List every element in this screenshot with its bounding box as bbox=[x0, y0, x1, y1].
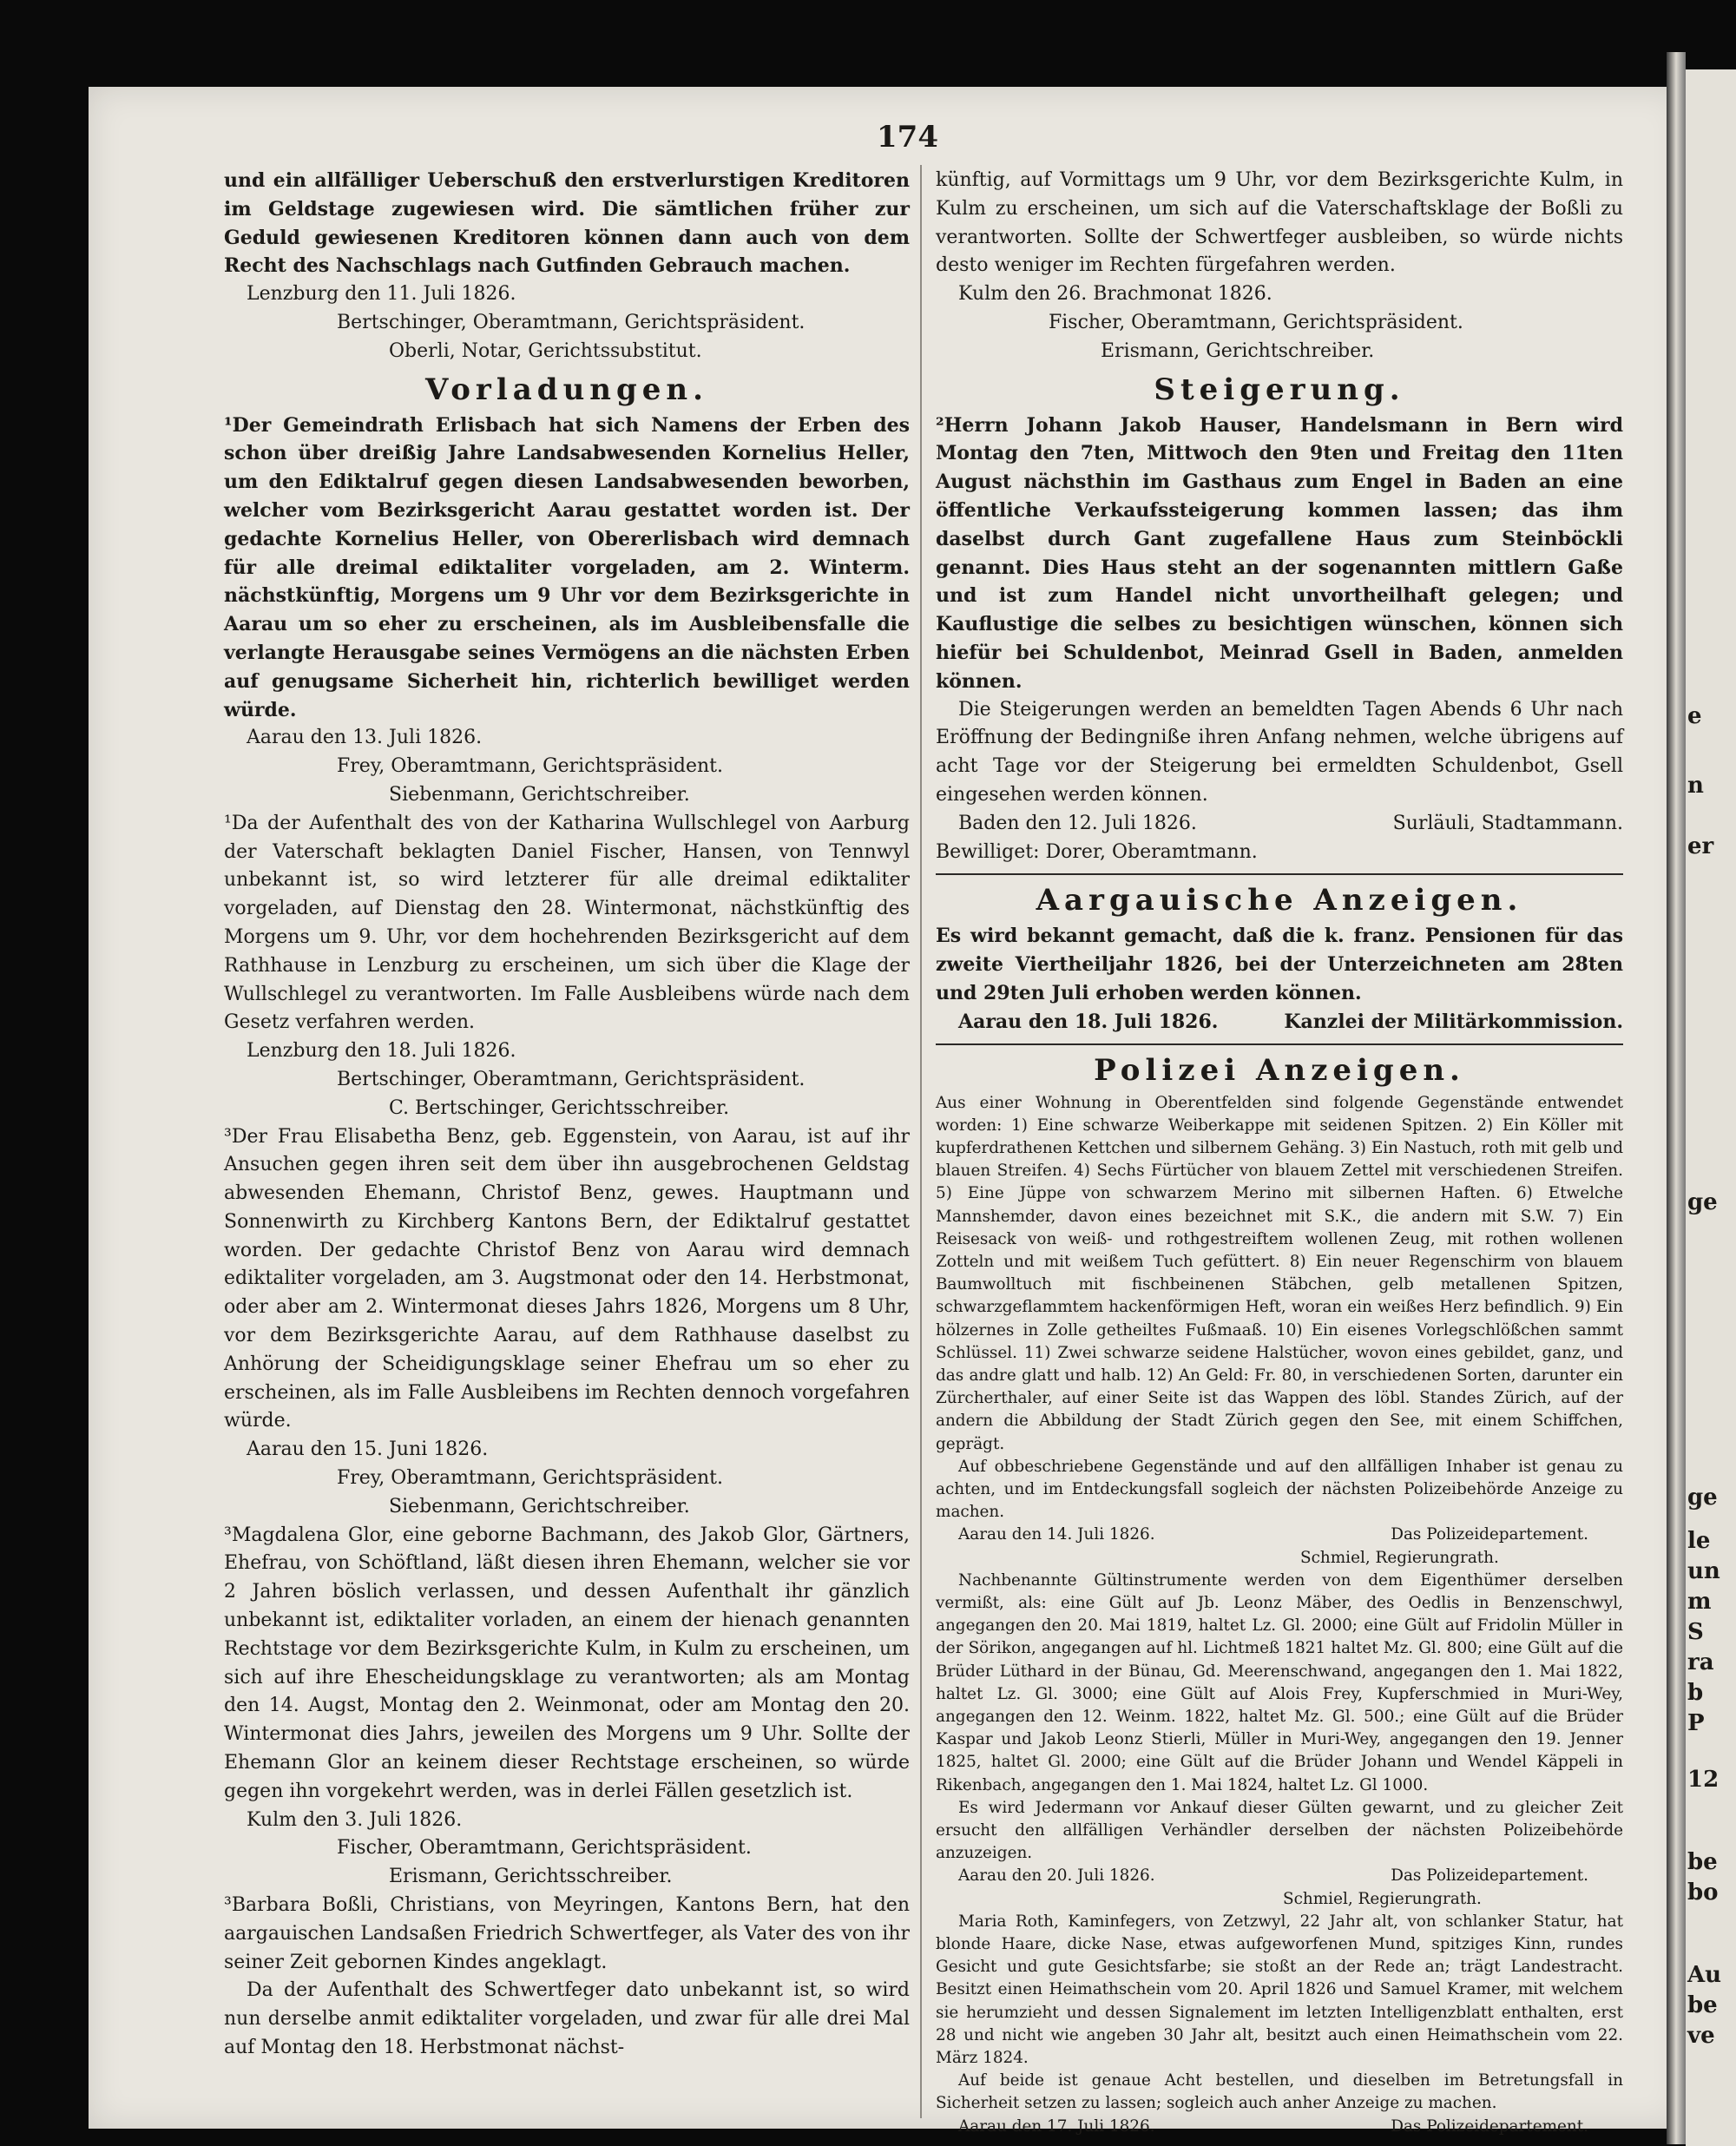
paragraph: Auf beide ist genaue Acht bestellen, und dieselben im Betretungsfall in Sicherheit setzen zu lassen; sogleich auch anher Anzeige zu machen. bbox=[936, 2071, 1623, 2113]
dateline: Aarau den 15. Juni 1826. bbox=[247, 1438, 489, 1461]
dateline: Aarau den 13. Juli 1826. bbox=[247, 727, 483, 749]
paragraph: und ein allfälliger Ueberschuß den erstverlurstigen Kreditoren im Geldstage zugewiesen wird. Die sämtlichen früher zur Geduld gewiesenen Kreditoren können dann auch von dem Recht des Nachschlags nach Gutfinden Gebrauch machen. bbox=[224, 169, 910, 278]
signature: Frey, Oberamtmann, Gerichtspräsident. bbox=[337, 1467, 723, 1490]
paragraph: ¹Der Gemeindrath Erlisbach hat sich Namens der Erben des schon über dreißig Jahre Landsabwesenden Kornelius Heller, um den Ediktalruf gegen diesen Landsabwesenden beworben, welcher vom Bezirksgericht Aarau gestattet worden ist. Der gedachte Kornelius Heller, von Obererlisbach wird demnach für alle dreimal ediktaliter vorgeladen, am 2. Winterm. nächstkünftig, Morgens um 9 Uhr vor dem Bezirksgerichte in Aarau um so eher zu erscheinen, als im Ausbleibensfalle die verlangte Herausgabe seines Vermögens an die nächsten Erben auf genugsame Sicherheit hin, richterlich bewilliget werden würde. bbox=[224, 413, 910, 721]
strip-fragment: 12 bbox=[1687, 1767, 1720, 1793]
paragraph: Es wird bekannt gemacht, daß die k. franz. Pensionen für das zweite Viertheiljahr 1826, bei der Unterzeichneten am 28ten und 29ten Juli erhoben werden können. bbox=[936, 925, 1623, 1004]
section-rule bbox=[936, 1043, 1623, 1045]
signature: Bertschinger, Oberamtmann, Gerichtspräsident. bbox=[337, 1068, 806, 1090]
section-heading: Steigerung. bbox=[1154, 372, 1405, 407]
strip-fragment: be bbox=[1687, 1992, 1718, 2018]
dateline-row bbox=[936, 810, 1623, 839]
signature: Bertschinger, Oberamtmann, Gerichtspräsident. bbox=[337, 311, 806, 333]
strip-fragment: m bbox=[1687, 1589, 1712, 1615]
dateline: Kulm den 26. Brachmonat 1826. bbox=[958, 283, 1272, 306]
signature: Schmiel, Regierungrath. bbox=[1300, 1548, 1499, 1567]
dateline: Lenzburg den 11. Juli 1826. bbox=[247, 283, 516, 306]
strip-fragment: S bbox=[1687, 1619, 1704, 1645]
section-heading: Polizei Anzeigen. bbox=[1094, 1052, 1465, 1088]
approval-line: Bewilliget: Dorer, Oberamtmann. bbox=[936, 840, 1258, 863]
dateline-row bbox=[936, 1524, 1623, 1546]
signature: Erismann, Gerichtsschreiber. bbox=[389, 1866, 673, 1888]
strip-fragment: n bbox=[1687, 773, 1704, 799]
strip-fragment: ve bbox=[1687, 2023, 1715, 2049]
signature: Kanzlei der Militärkommission. bbox=[1284, 1010, 1623, 1033]
strip-fragment: Au bbox=[1687, 1962, 1722, 1988]
signature: Siebenmann, Gerichtschreiber. bbox=[389, 783, 690, 806]
page-number: 174 bbox=[877, 120, 938, 155]
section-heading: Vorladungen. bbox=[425, 372, 708, 407]
strip-fragment: e bbox=[1687, 703, 1702, 729]
strip-fragment: un bbox=[1687, 1558, 1720, 1584]
left-column bbox=[224, 167, 910, 2063]
dateline: Baden den 12. Juli 1826. bbox=[958, 812, 1197, 834]
dateline: Aarau den 18. Juli 1826. bbox=[958, 1010, 1219, 1033]
paragraph: Aus einer Wohnung in Oberentfelden sind folgende Gegenstände entwendet worden: 1) Eine schwarze Weiberkappe mit seidenen Spitzen. 2) Ein Köller mit kupferdrathenen Kettchen und silbernem Gehäng. 3) Ein Nastuch, roth mit gelb und blauen Streifen. 4) Sechs Fürtücher von blauem Zettel mit verschiedenen Streifen. 5) Eine Jüppe von schwarzem Merino mit silbernen Haften. 6) Etwelche Mannshemder, davon eines bezeichnet mit S.K., die andern mit S.W. 7) Ein Reisesack von weiß- und rothgestreiftem wollenen Zeug, mit rothen wollenen Zotteln und mit weißem Tuch gefüttert. 8) Ein neuer Regenschirm von blauem Baumwolltuch mit fischbeinenen Stäbchen, gelb metallenen Spitzen, schwarzgeflammtem hackenförmigen Heft, woran ein weißes Herz befindlich. 9) Ein hölzernes in Zolle getheiltes Fußmaaß. 10) Ein eisenes Vorlegschlößchen sammt Schlüssel. 11) Zwei schwarze seidene Halstücher, wovon eines gebildet, ganz, und das andre glatt und halb. 12) An Geld: Fr. 80, in verschiedenen Sorten, darunter ein Zürcherthaler, auf einer Seite ist das Wappen des löbl. Standes Zürich, auf der andern die Abbildung der Stadt Zürich gegen den See, mit einem Schiffchen, geprägt. bbox=[936, 1093, 1623, 1453]
dateline: Kulm den 3. Juli 1826. bbox=[247, 1808, 463, 1831]
signature: Fischer, Oberamtmann, Gerichtspräsident. bbox=[1049, 311, 1463, 333]
strip-fragment: er bbox=[1687, 833, 1714, 859]
section-heading: Aargauische Anzeigen. bbox=[1036, 883, 1523, 918]
strip-fragment: be bbox=[1687, 1849, 1718, 1875]
adjacent-page-strip bbox=[1686, 69, 1736, 2146]
paragraph: Auf obbeschriebene Gegenstände und auf den allfälligen Inhaber ist genau zu achten, und im Entdeckungsfall sogleich der nächsten Polizeibehörde Anzeige zu machen. bbox=[936, 1457, 1623, 1522]
paragraph: ³Der Frau Elisabetha Benz, geb. Eggenstein, von Aarau, ist auf ihr Ansuchen gegen ihren seit dem über ihn ausgebrochenen Geldstag abwesenden Ehemann, Christof Benz, gewes. Hauptmann und Sonnenwirth zu Kirchberg Kantons Bern, der Ediktalruf gestattet worden. Der gedachte Christof Benz von Aarau wird demnach ediktaliter vorgeladen, am 3. Augstmonat oder den 14. Herbstmonat, oder aber am 2. Wintermonat dieses Jahrs 1826, Morgens um 8 Uhr, vor dem Bezirksgerichte Aarau, auf dem Rathhause daselbst zu Anhörung der Scheidigungsklage seiner Ehefrau um so eher zu erscheinen, als im Falle Ausbleibens im Rechten dennoch vorgefahren würde. bbox=[224, 1125, 910, 1432]
signature: Das Polizeidepartement. bbox=[1391, 1866, 1588, 1886]
signature: Siebenmann, Gerichtschreiber. bbox=[389, 1495, 690, 1517]
dateline: Aarau den 14. Juli 1826. bbox=[958, 1525, 1155, 1544]
signature: C. Bertschinger, Gerichtsschreiber. bbox=[389, 1096, 730, 1119]
paragraph: ¹Da der Aufenthalt des von der Katharina Wullschlegel von Aarburg der Vaterschaft beklagten Daniel Fischer, Hansen, von Tennwyl unbekannt ist, so wird letzterer für alle dreimal ediktaliter vorgeladen, auf Dienstag den 28. Wintermonat, nächstkünftig des Morgens um 9. Uhr, vor dem hochehrenden Bezirksgericht auf dem Rathhause in Lenzburg zu erscheinen, um sich über die Klage der Wullschlegel zu verantworten. Im Falle Ausbleibens würde nach dem Gesetz verfahren werden. bbox=[224, 812, 910, 1034]
signature: Frey, Oberamtmann, Gerichtspräsident. bbox=[337, 755, 723, 778]
dateline: Lenzburg den 18. Juli 1826. bbox=[247, 1040, 516, 1063]
signature: Schmiel, Regierungrath. bbox=[1283, 1889, 1482, 1908]
dateline: Aarau den 17. Juli 1826. bbox=[958, 2116, 1155, 2136]
signature: Das Polizeidepartement. bbox=[1391, 1525, 1588, 1544]
paragraph: Die Steigerungen werden an bemeldten Tagen Abends 6 Uhr nach Eröffnung der Bedingniße ihren Anfang nehmen, welche übrigens auf acht Tage vor der Steigerung bei ermeldten Schuldenbot, Gsell eingesehen werden können. bbox=[936, 698, 1623, 806]
section-rule bbox=[936, 873, 1623, 875]
strip-fragment: ge bbox=[1687, 1189, 1718, 1215]
signature: Erismann, Gerichtschreiber. bbox=[1101, 339, 1375, 362]
strip-fragment: ge bbox=[1687, 1484, 1718, 1511]
right-column bbox=[936, 167, 1623, 2138]
strip-fragment: P bbox=[1687, 1710, 1705, 1736]
paragraph: ³Barbara Boßli, Christians, von Meyringen, Kantons Bern, hat den aargauischen Landsaßen Friedrich Schwertfeger, als Vater des von ihr seiner Zeit gebornen Kindes angeklagt. bbox=[224, 1894, 910, 1973]
signature: Surläuli, Stadtammann. bbox=[1392, 812, 1623, 834]
paragraph: Da der Aufenthalt des Schwertfeger dato unbekannt ist, so wird nun derselbe anmit ediktaliter vorgeladen, und zwar für alle drei Mal auf Montag den 18. Herbstmonat nächst- bbox=[224, 1979, 910, 2058]
signature: Fischer, Oberamtmann, Gerichtspräsident. bbox=[337, 1837, 752, 1860]
paragraph: künftig, auf Vormittags um 9 Uhr, vor dem Bezirksgerichte Kulm, in Kulm zu erscheinen, um sich auf die Vaterschaftsklage der Boßli zu verantworten. Sollte der Schwertfeger ausbleiben, so würde nichts desto weniger im Rechten fürgefahren werden. bbox=[936, 169, 1623, 277]
strip-fragment: b bbox=[1687, 1680, 1704, 1706]
dateline: Aarau den 20. Juli 1826. bbox=[958, 1866, 1155, 1886]
signature: Das Polizeidepartement. bbox=[1391, 2116, 1588, 2136]
dateline-row bbox=[936, 1865, 1623, 1887]
paragraph: Nachbenannte Gültinstrumente werden von dem Eigenthümer derselben vermißt, als: eine Gült auf Jb. Leonz Mäber, des Oedlis in Benzenschwyl, angegangen den 20. Mai 1819, haltet Lz. Gl. 2000; eine Gült auf Fridolin Müller in der Sörikon, angegangen auf hl. Lichtmeß 1821 haltet Mz. Gl. 800; eine Gült auf die Brüder Lüthard in der Bünau, Gd. Meerenschwand, angegangen den 1. Mai 1822, haltet Lz. Gl. 3000; eine Gült auf Alois Frey, Kupferschmied in Muri-Wey, angegangen den 12. Weinm. 1822, haltet Mz. Gl. 500.; eine Gült auf die Brüder Kaspar und Jakob Leonz Stierli, Müller in Muri-Wey, angegangen den 19. Jenner 1825, haltet Gl. 2000; eine Gült auf die Brüder Johann und Wendel Käppeli in Rikenbach, angegangen den 1. Mai 1824, haltet Lz. Gl 1000. bbox=[936, 1570, 1623, 1794]
column-divider bbox=[920, 165, 922, 2118]
page-gutter bbox=[1667, 52, 1686, 2144]
paragraph: ³Magdalena Glor, eine geborne Bachmann, des Jakob Glor, Gärtners, Ehefrau, von Schöftland, läßt diesen ihren Ehemann, welcher sie vor 2 Jahren böslich verlassen, und dessen Aufenthalt ihr gänzlich unbekannt ist, ediktaliter vorladen, an einem der hienach genannten Rechtstage vor dem Bezirksgerichte Kulm, in Kulm zu erscheinen, um sich auf ihre Ehescheidungsklage zu verantworten; als am Montag den 14. Augst, Montag den 2. Weinmonat, oder am Montag den 20. Wintermonat dies Jahrs, jeweilen des Morgens um 9 Uhr. Sollte der Ehemann Glor an keinem dieser Rechtstage erscheinen, so würde gegen ihn vorgekehrt werden, was in derlei Fällen gesetzlich ist. bbox=[224, 1524, 910, 1802]
paragraph: ²Herrn Johann Jakob Hauser, Handelsmann in Bern wird Montag den 7ten, Mittwoch den 9ten und Freitag den 11ten August nächsthin im Gasthaus zum Engel in Baden an eine öffentliche Verkaufssteigerung kommen lassen; das ihm daselbst durch Gant zugefallene Haus zum Steinböckli genannt. Dies Haus steht an der sogenannten mittlern Gaße und ist zum Handel nicht unvortheilhaft gelegen; und Kauflustige die selbes zu besichtigen wünschen, können sich hiefür bei Schuldenbot, Meinrad Gsell in Baden, anmelden können. bbox=[936, 413, 1623, 693]
signature: Oberli, Notar, Gerichtssubstitut. bbox=[389, 339, 702, 362]
strip-fragment: bo bbox=[1687, 1879, 1719, 1906]
dateline-row bbox=[936, 1008, 1623, 1037]
strip-fragment: ra bbox=[1687, 1649, 1714, 1675]
dateline-row bbox=[936, 2116, 1623, 2138]
paragraph: Es wird Jedermann vor Ankauf dieser Gülten gewarnt, und zu gleicher Zeit ersucht den allfälligen Verhändler derselben der nächsten Polizeibehörde anzuzeigen. bbox=[936, 1798, 1623, 1863]
strip-fragment: le bbox=[1687, 1528, 1711, 1554]
paragraph: Maria Roth, Kaminfegers, von Zetzwyl, 22 Jahr alt, von schlanker Statur, hat blonde Haare, dicke Nase, etwas aufgeworfenen Mund, spitziges Kinn, rundes Gesicht und gute Gesichtsfarbe; sie stoßt an der Rede an; trägt Landestracht. Besitzt einen Heimathschein vom 20. April 1826 und Samuel Kramer, mit welchem sie herumzieht und dessen Signalement im letzten Intelligenzblatt enthalten, erst 28 und nicht wie angeben 30 Jahr alt, besitzt auch einen Heimathschein vom 22. März 1824. bbox=[936, 1912, 1623, 2068]
